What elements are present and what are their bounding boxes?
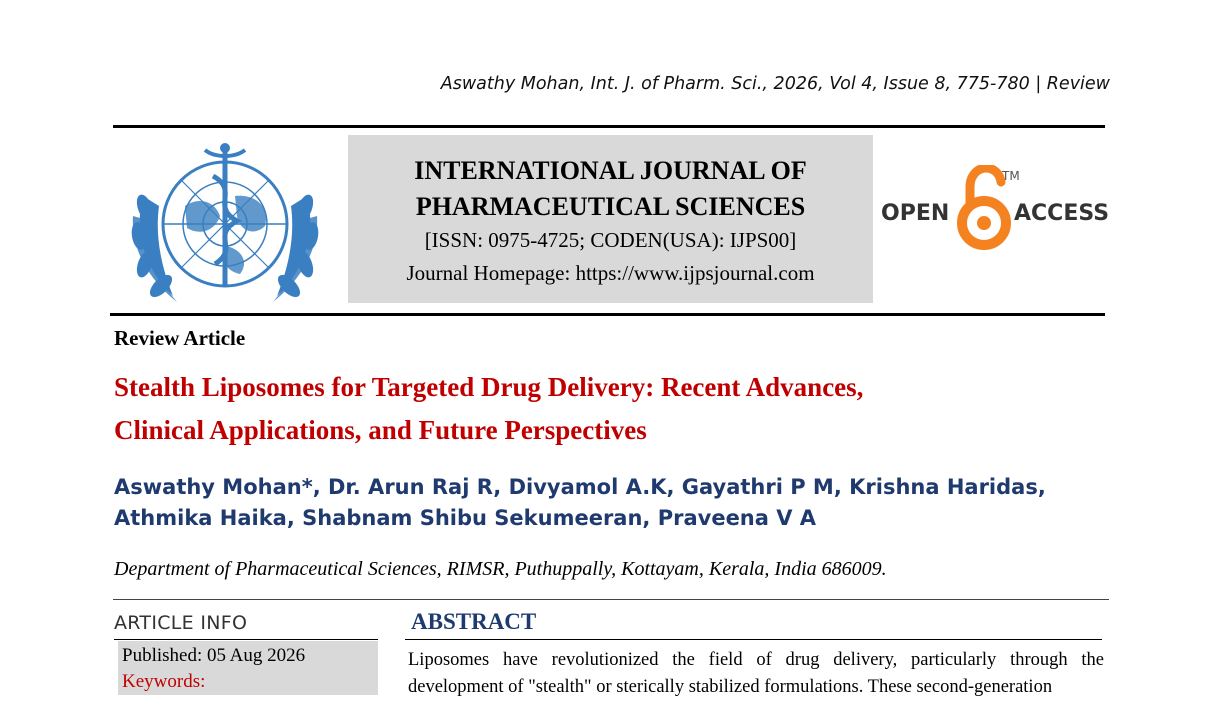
- article-title: [114, 366, 1074, 452]
- abstract-text: Liposomes have revolutionized the field of drug delivery, particularly through the development of "stealth" or sterically stabilized formulations. These second-generation: [408, 650, 1104, 697]
- abstract-heading: ABSTRACT: [411, 609, 537, 634]
- journal-issn: [ISSN: 0975-4725; CODEN(USA): IJPS00]: [424, 228, 797, 252]
- article-info-rule: [114, 639, 378, 640]
- affiliation: Department of Pharmaceutical Sciences, RIMSR, Puthuppally, Kottayam, Kerala, India 686009.: [114, 558, 887, 580]
- journal-name-line2: PHARMACEUTICAL SCIENCES: [415, 192, 806, 221]
- article-info-heading: ARTICLE INFO: [114, 612, 248, 634]
- author-list: [114, 472, 1114, 534]
- article-title-line1: Stealth Liposomes for Targeted Drug Delivery: Recent Advances,: [114, 372, 864, 402]
- article-info-box: [118, 641, 378, 695]
- open-access-logo: [878, 165, 1108, 250]
- header-rule-bottom: [110, 313, 1105, 316]
- trademark-mark: TM: [1002, 169, 1020, 183]
- article-title-line2: Clinical Applications, and Future Perspectives: [114, 415, 647, 445]
- author-list-line2: Athmika Haika, Shabnam Shibu Sekumeeran, Praveena V A: [114, 506, 817, 530]
- open-access-right-text: ACCESS: [1014, 201, 1110, 226]
- author-list-line1: Aswathy Mohan*, Dr. Arun Raj R, Divyamol A.K, Gayathri P M, Krishna Haridas,: [114, 475, 1046, 499]
- section-divider: [113, 599, 1109, 600]
- published-date: Published: 05 Aug 2026: [122, 645, 306, 666]
- header-rule-top: [113, 125, 1105, 128]
- citation-line: Aswathy Mohan, Int. J. of Pharm. Sci., 2026, Vol 4, Issue 8, 775-780 | Review: [440, 74, 1110, 94]
- article-type: Review Article: [114, 326, 246, 350]
- journal-name-line1: INTERNATIONAL JOURNAL OF: [414, 156, 807, 185]
- journal-emblem-icon: [125, 136, 325, 308]
- journal-homepage-link[interactable]: Journal Homepage: https://www.ijpsjournal.com: [406, 261, 815, 285]
- abstract-rule: [405, 639, 1102, 640]
- open-access-left-text: OPEN: [881, 201, 950, 226]
- journal-masthead: [348, 135, 873, 303]
- keywords-label: Keywords:: [122, 671, 206, 692]
